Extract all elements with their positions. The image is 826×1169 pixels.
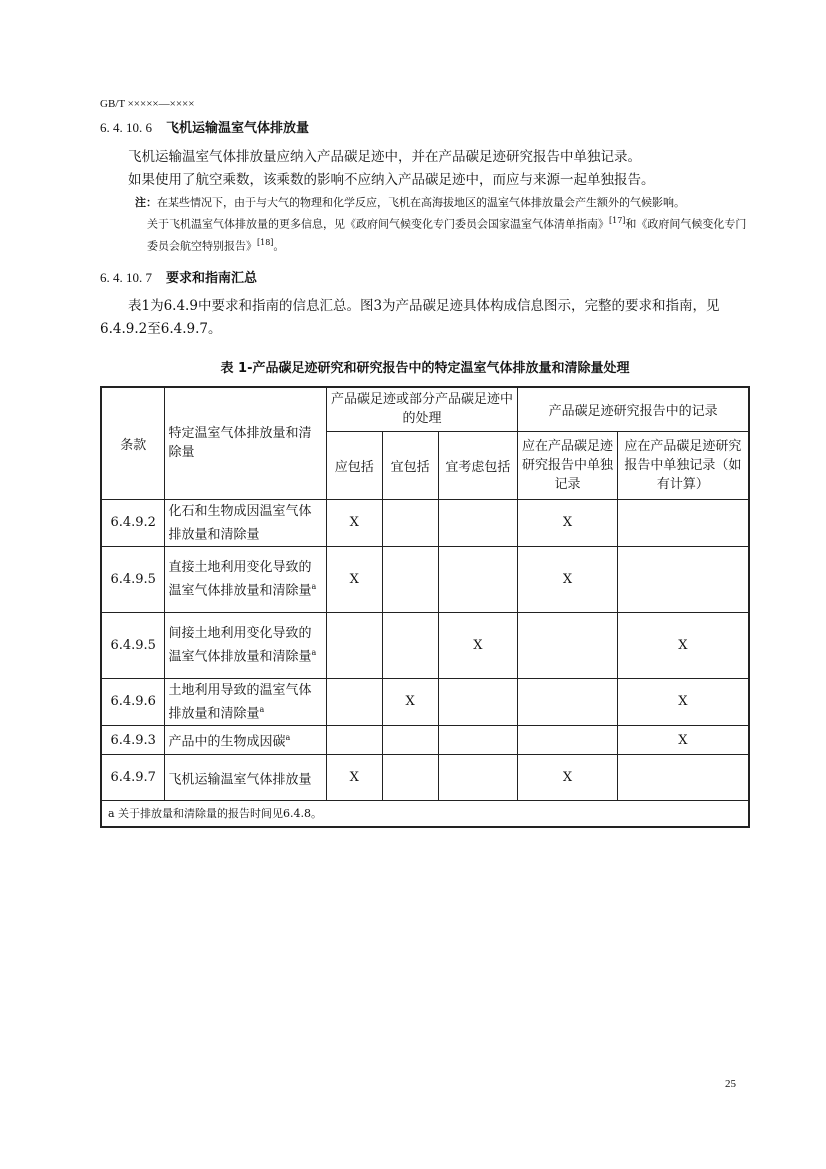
item-text: 直接土地利用变化导致的温室气体排放量和清除量 [168, 560, 312, 599]
cell-shall: X [326, 546, 382, 612]
header-record-separately-if-calculated: 应在产品碳足迹研究报告中单独记录（如有计算） [617, 431, 749, 499]
table-row [101, 499, 749, 546]
footnote-mark: a [311, 648, 317, 658]
paragraph-3: 表1为6.4.9中要求和指南的信息汇总。图3为产品碳足迹具体构成信息图示，完整的要求和指南，见6.4.9.2至6.4.9.7。 [100, 298, 720, 337]
cell-consider [438, 678, 518, 725]
cell-clause: 6.4.9.6 [101, 678, 165, 725]
cell-shall: X [326, 755, 382, 801]
cell-item [165, 726, 326, 755]
cell-record-calc: X [617, 678, 749, 725]
table-row [101, 546, 749, 612]
cell-item [165, 546, 326, 612]
cell-clause: 6.4.9.2 [101, 499, 165, 546]
cell-consider [438, 726, 518, 755]
cell-shall: X [326, 499, 382, 546]
cell-record-calc [617, 755, 749, 801]
header-shall-include: 应包括 [326, 431, 382, 499]
cell-record: X [518, 499, 618, 546]
section-title: 飞机运输温室气体排放量 [166, 121, 310, 136]
cell-record [518, 612, 618, 678]
table-footnote: a 关于排放量和清除量的报告时间见6.4.8。 [101, 801, 749, 827]
section-heading-6-4-10-6 [100, 117, 309, 136]
cell-item [165, 499, 326, 546]
header-should-include: 宜包括 [382, 431, 438, 499]
header-record-separately: 应在产品碳足迹研究报告中单独记录 [518, 431, 618, 499]
cell-clause: 6.4.9.5 [101, 546, 165, 612]
note-label: 注： [135, 196, 157, 209]
cell-record-calc [617, 546, 749, 612]
note-line-2 [135, 212, 750, 255]
cell-should [382, 755, 438, 801]
cell-should [382, 546, 438, 612]
cell-consider: X [438, 612, 518, 678]
reference-18: [18] [257, 237, 274, 247]
cell-should [382, 499, 438, 546]
cell-item [165, 755, 326, 801]
cell-clause: 6.4.9.3 [101, 726, 165, 755]
cell-item [165, 678, 326, 725]
cell-record: X [518, 755, 618, 801]
header-clause: 条款 [101, 387, 165, 499]
item-text: 化石和生物成因温室气体排放量和清除量 [168, 503, 312, 542]
cell-clause: 6.4.9.7 [101, 755, 165, 801]
paragraph-2: 如果使用了航空乘数，该乘数的影响不应纳入产品碳足迹中，而应与来源一起单独报告。 [128, 172, 655, 188]
cell-record-calc: X [617, 726, 749, 755]
header-consider-include: 宜考虑包括 [438, 431, 518, 499]
table-row [101, 726, 749, 755]
section-title: 要求和指南汇总 [166, 271, 258, 286]
cell-should [382, 726, 438, 755]
table-title: 表 1-产品碳足迹研究和研究报告中的特定温室气体排放量和清除量处理 [220, 361, 630, 376]
cell-shall [326, 726, 382, 755]
cell-shall [326, 678, 382, 725]
cell-record-calc: X [617, 612, 749, 678]
header-item: 特定温室气体排放量和清除量 [165, 387, 326, 499]
item-text: 土地利用导致的温室气体排放量和清除量 [168, 682, 312, 722]
cell-consider [438, 546, 518, 612]
cell-shall [326, 612, 382, 678]
header-record-group: 产品碳足迹研究报告中的记录 [518, 387, 749, 431]
note-text-end: 。 [273, 239, 285, 253]
section-heading-6-4-10-7 [100, 267, 257, 286]
cell-record [518, 726, 618, 755]
table-row [101, 678, 749, 725]
cell-clause: 6.4.9.5 [101, 612, 165, 678]
page-number: 25 [725, 1078, 736, 1090]
item-text: 飞机运输温室气体排放量 [168, 772, 312, 788]
cell-item [165, 612, 326, 678]
reference-17: [17] [609, 216, 626, 225]
note-text-mid: 和《政府间气候变化专门委员会航空特别报告》 [147, 217, 747, 253]
footnote-mark: a [259, 704, 265, 714]
note-text: 关于飞机温室气体排放量的更多信息，见《政府间气候变化专门委员会国家温室气体清单指南》 [147, 217, 609, 231]
cell-record [518, 678, 618, 725]
note-block [135, 194, 750, 255]
header-treatment-group: 产品碳足迹或部分产品碳足迹中的处理 [326, 387, 517, 431]
footnote-mark: a [311, 582, 317, 592]
standard-code: GB/T ×××××—×××× [100, 98, 195, 110]
table-row [101, 755, 749, 801]
cell-should: X [382, 678, 438, 725]
cell-consider [438, 755, 518, 801]
cell-consider [438, 499, 518, 546]
section-number: 6. 4. 10. 7 [100, 270, 152, 285]
section-number: 6. 4. 10. 6 [100, 120, 152, 135]
table-row [101, 612, 749, 678]
treatment-table [100, 386, 750, 828]
note-line-1: 在某些情况下，由于与大气的物理和化学反应，飞机在高海拔地区的温室气体排放量会产生额外的气候影响。 [157, 196, 685, 209]
cell-record: X [518, 546, 618, 612]
paragraph-1: 飞机运输温室气体排放量应纳入产品碳足迹中，并在产品碳足迹研究报告中单独记录。 [128, 149, 641, 165]
item-text: 间接土地利用变化导致的温室气体排放量和清除量 [168, 626, 312, 665]
cell-record-calc [617, 499, 749, 546]
footnote-mark: a [285, 733, 291, 743]
item-text: 产品中的生物成因碳 [168, 734, 286, 750]
cell-should [382, 612, 438, 678]
